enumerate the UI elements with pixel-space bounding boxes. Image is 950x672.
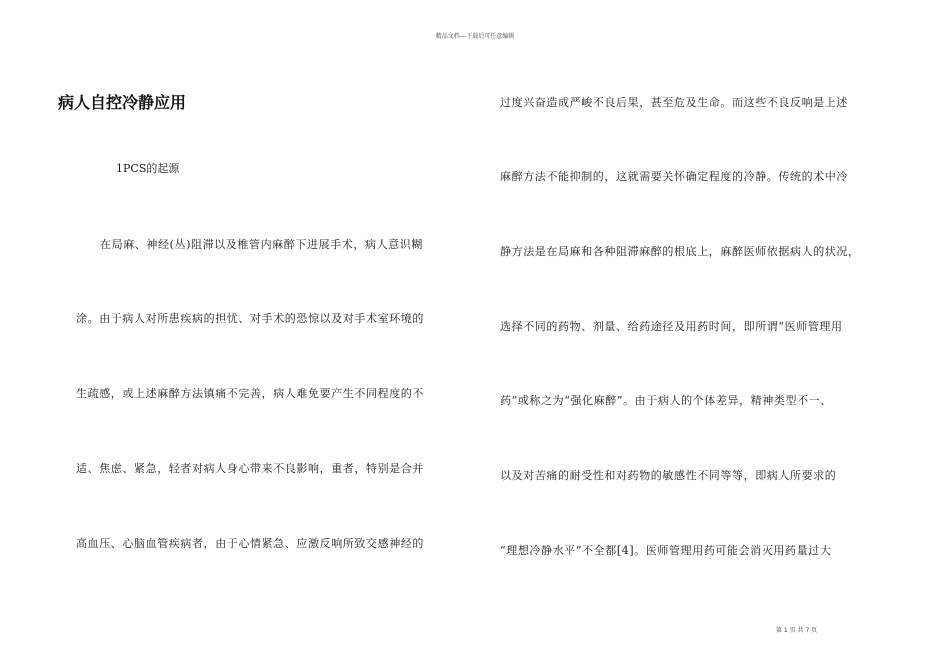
page-header: 精品文档---下载后可任意编辑 bbox=[435, 33, 515, 40]
paragraph-line: 麻醉方法不能抑制的，这就需要关怀确定程度的冷静。传统的术中冷 bbox=[500, 170, 848, 183]
paragraph-line: 高血压、心脑血管疾病者，由于心情紧急、应激反响所致交感神经的 bbox=[76, 537, 424, 550]
section-heading: 1PCS的起源 bbox=[116, 162, 180, 175]
paragraph-line: 过度兴奋造成严峻不良后果，甚至危及生命。而这些不良反响是上述 bbox=[500, 96, 848, 109]
paragraph-line: “理想冷静水平”不全都[4]。医师管理用药可能会消灭用药量过大 bbox=[500, 544, 832, 557]
paragraph-line: 涂。由于病人对所患疾病的担忧、对手术的恐惊以及对手术室环境的 bbox=[76, 312, 424, 325]
paragraph-line: 生疏感，或上述麻醉方法镇痛不完善，病人难免要产生不同程度的不 bbox=[76, 387, 424, 400]
paragraph-line: 以及对苦痛的耐受性和对药物的敏感性不同等等，即病人所要求的 bbox=[500, 469, 837, 482]
page-number: 第 1 页 共 7 页 bbox=[776, 627, 818, 634]
paragraph-line: 在局麻、神经(丛)阻滞以及椎管内麻醉下进展手术，病人意识糊 bbox=[100, 238, 423, 251]
paragraph-line: 适、焦虑、紧急，轻者对病人身心带来不良影响，重者，特别是合并 bbox=[76, 462, 424, 475]
document-title: 病人自控冷静应用 bbox=[58, 93, 187, 112]
paragraph-line: 选择不同的药物、剂量、给药途径及用药时间，即所谓“医师管理用 bbox=[500, 320, 843, 333]
paragraph-line: 药”或称之为“强化麻醉”。由于病人的个体差异，精神类型不一、 bbox=[500, 394, 832, 407]
paragraph-line: 静方法是在局麻和各种阻滞麻醉的根底上，麻醉医师依据病人的状况， bbox=[500, 245, 860, 258]
